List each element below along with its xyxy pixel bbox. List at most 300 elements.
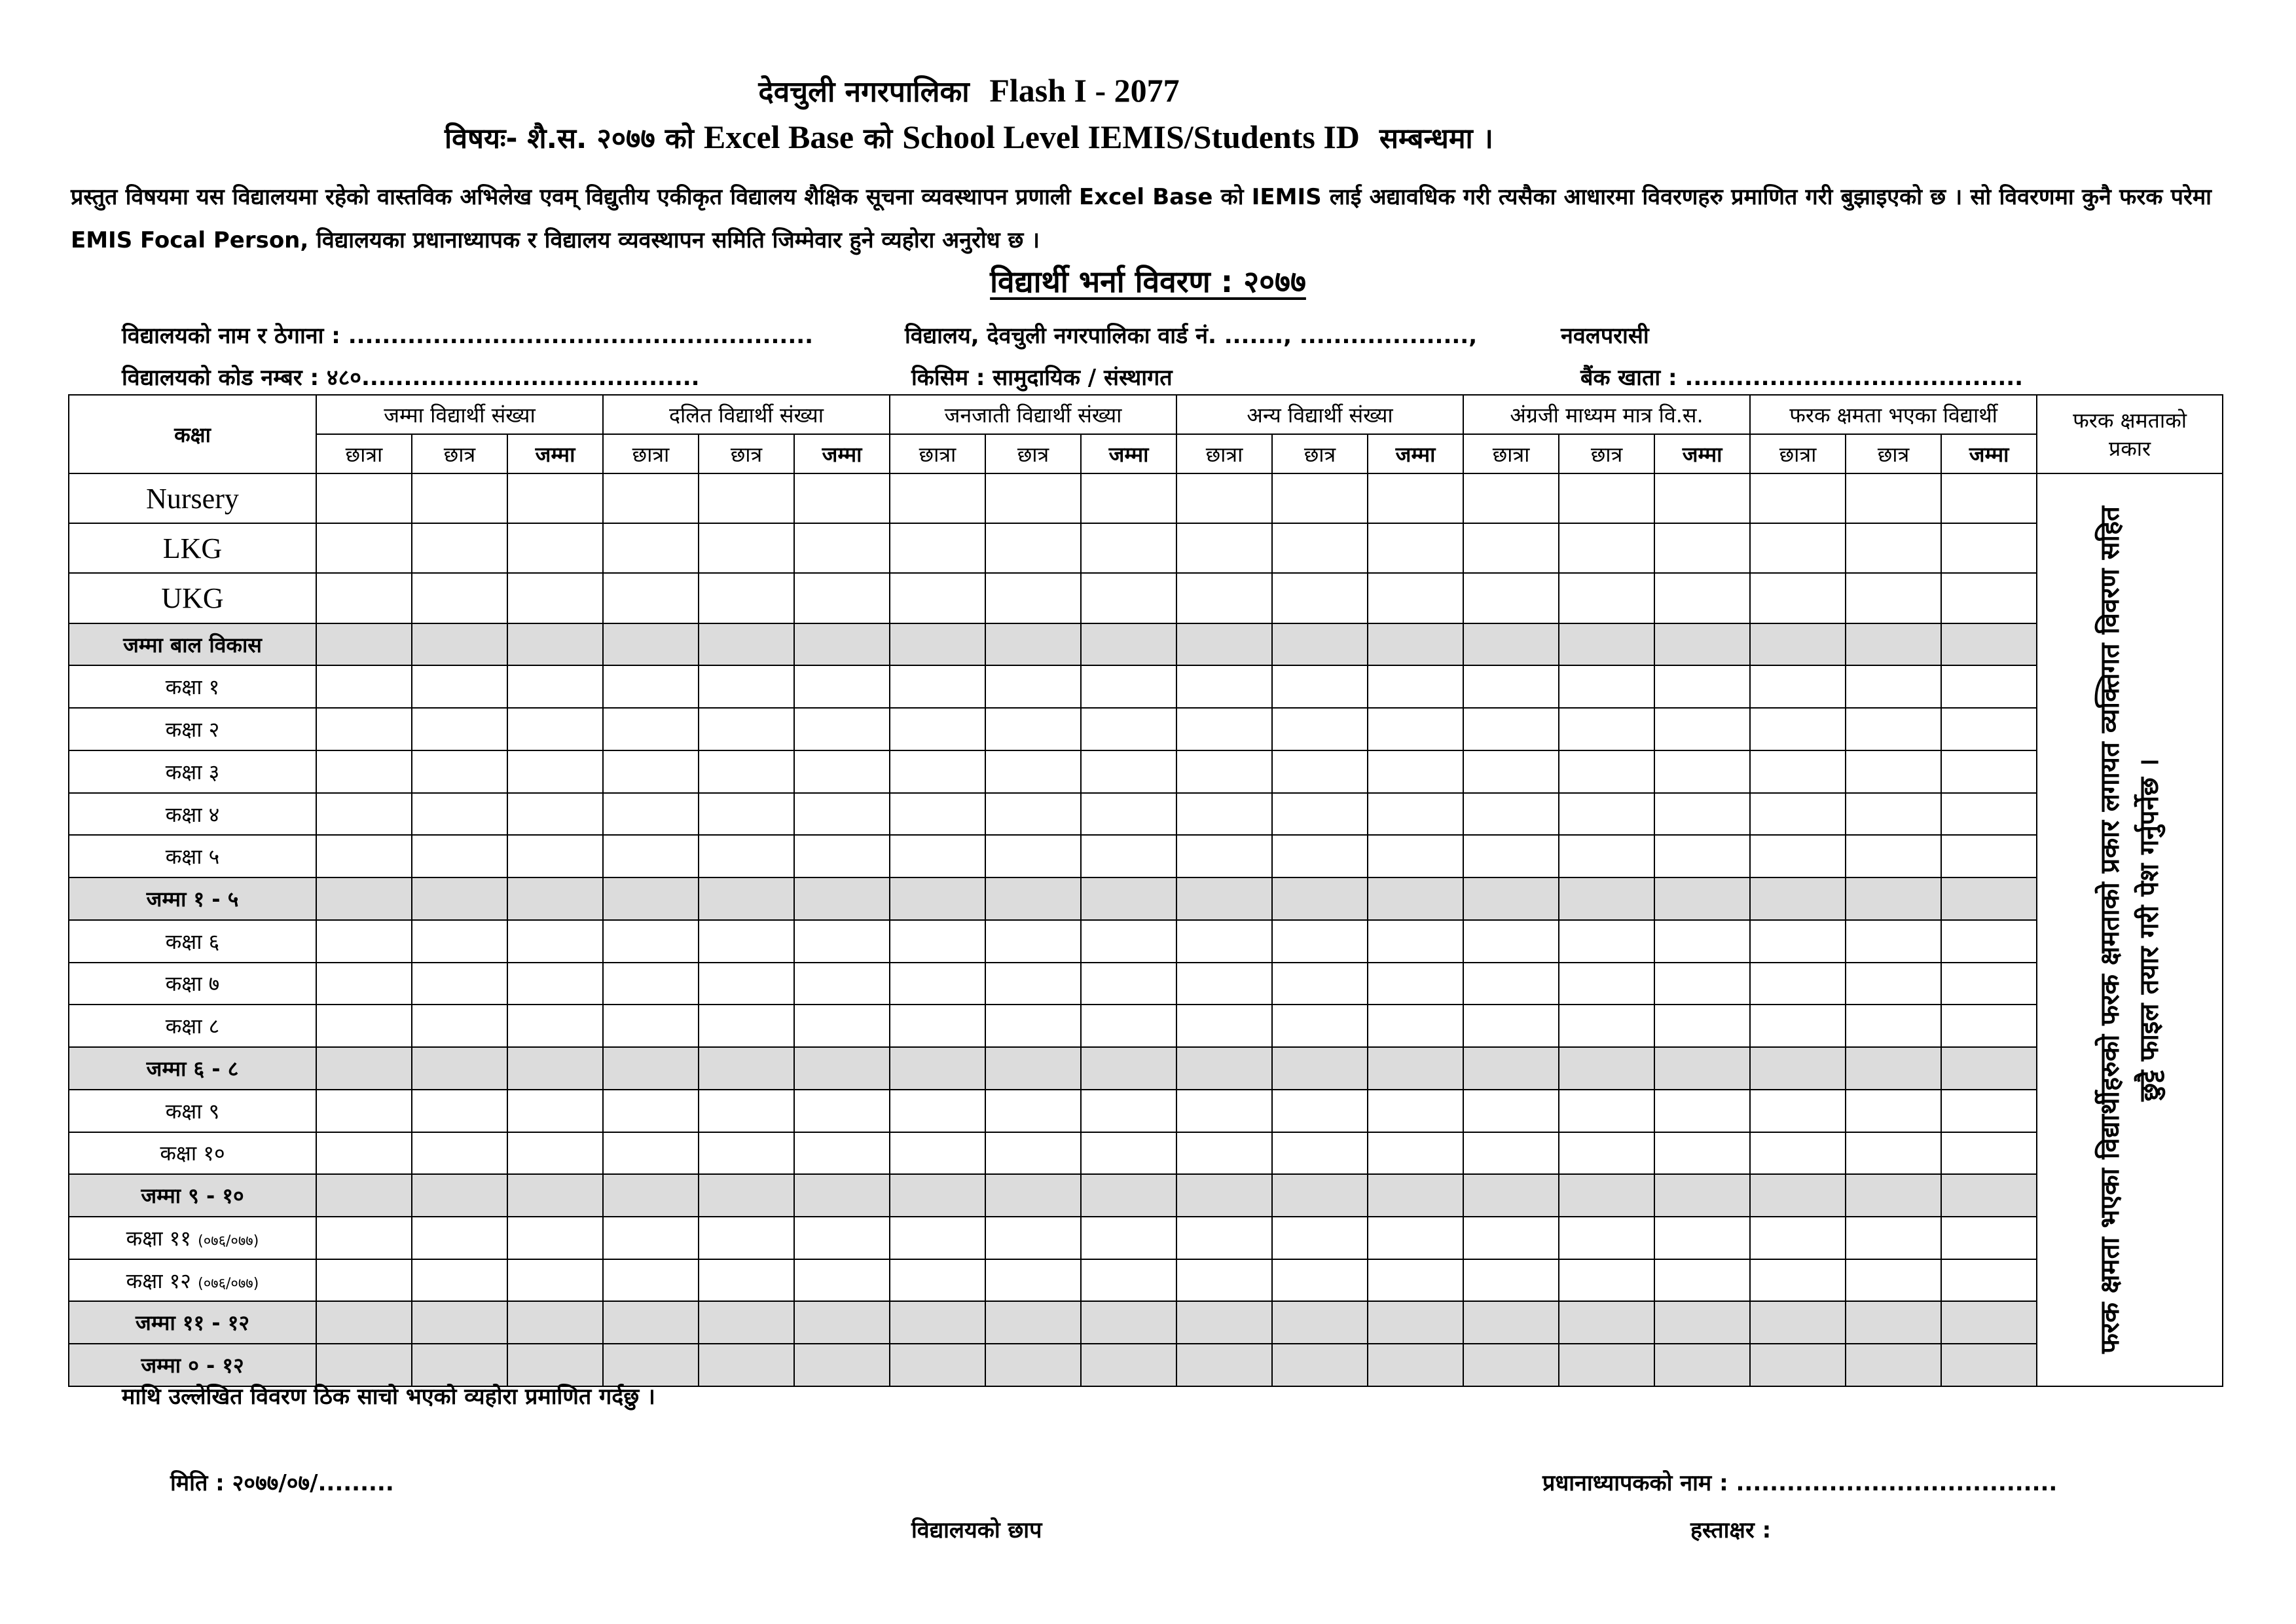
entry-cell[interactable] <box>1654 708 1750 750</box>
entry-cell[interactable] <box>1846 793 1941 836</box>
entry-cell[interactable] <box>1081 473 1176 523</box>
entry-cell[interactable] <box>1941 920 2037 963</box>
entry-cell[interactable] <box>1750 1005 1846 1047</box>
entry-cell[interactable] <box>1368 473 1463 523</box>
entry-cell[interactable] <box>985 877 1081 920</box>
entry-cell[interactable] <box>890 1005 985 1047</box>
entry-cell[interactable] <box>1272 623 1368 666</box>
entry-cell[interactable] <box>1176 1132 1272 1175</box>
entry-cell[interactable] <box>1368 1005 1463 1047</box>
entry-cell[interactable] <box>890 1174 985 1217</box>
entry-cell[interactable] <box>985 920 1081 963</box>
entry-cell[interactable] <box>316 573 412 623</box>
entry-cell[interactable] <box>1272 1005 1368 1047</box>
entry-cell[interactable] <box>1272 877 1368 920</box>
entry-cell[interactable] <box>507 1090 603 1132</box>
entry-cell[interactable] <box>1941 1259 2037 1302</box>
entry-cell[interactable] <box>890 835 985 877</box>
entry-cell[interactable] <box>412 573 507 623</box>
entry-cell[interactable] <box>1081 1174 1176 1217</box>
entry-cell[interactable] <box>890 523 985 573</box>
entry-cell[interactable] <box>412 835 507 877</box>
entry-cell[interactable] <box>1750 793 1846 836</box>
entry-cell[interactable] <box>1750 920 1846 963</box>
entry-cell[interactable] <box>316 623 412 666</box>
entry-cell[interactable] <box>794 793 890 836</box>
entry-cell[interactable] <box>1846 1174 1941 1217</box>
entry-cell[interactable] <box>1654 1005 1750 1047</box>
entry-cell[interactable] <box>1176 1259 1272 1302</box>
entry-cell[interactable] <box>985 1301 1081 1344</box>
entry-cell[interactable] <box>699 920 794 963</box>
entry-cell[interactable] <box>794 963 890 1005</box>
entry-cell[interactable] <box>890 750 985 793</box>
entry-cell[interactable] <box>412 963 507 1005</box>
entry-cell[interactable] <box>699 473 794 523</box>
entry-cell[interactable] <box>1176 920 1272 963</box>
entry-cell[interactable] <box>1272 920 1368 963</box>
entry-cell[interactable] <box>603 1090 699 1132</box>
entry-cell[interactable] <box>1559 1217 1654 1259</box>
entry-cell[interactable] <box>1559 665 1654 708</box>
entry-cell[interactable] <box>794 523 890 573</box>
entry-cell[interactable] <box>1081 1301 1176 1344</box>
entry-cell[interactable] <box>699 793 794 836</box>
entry-cell[interactable] <box>1463 835 1559 877</box>
entry-cell[interactable] <box>1559 877 1654 920</box>
entry-cell[interactable] <box>1176 623 1272 666</box>
entry-cell[interactable] <box>1941 1005 2037 1047</box>
entry-cell[interactable] <box>412 1174 507 1217</box>
entry-cell[interactable] <box>1750 1174 1846 1217</box>
entry-cell[interactable] <box>1176 573 1272 623</box>
entry-cell[interactable] <box>1846 750 1941 793</box>
entry-cell[interactable] <box>603 920 699 963</box>
entry-cell[interactable] <box>890 920 985 963</box>
entry-cell[interactable] <box>1463 623 1559 666</box>
entry-cell[interactable] <box>699 1005 794 1047</box>
entry-cell[interactable] <box>985 573 1081 623</box>
entry-cell[interactable] <box>507 1217 603 1259</box>
entry-cell[interactable] <box>316 1301 412 1344</box>
entry-cell[interactable] <box>794 1005 890 1047</box>
entry-cell[interactable] <box>1654 1301 1750 1344</box>
entry-cell[interactable] <box>507 473 603 523</box>
entry-cell[interactable] <box>985 1259 1081 1302</box>
entry-cell[interactable] <box>1463 708 1559 750</box>
entry-cell[interactable] <box>1463 963 1559 1005</box>
entry-cell[interactable] <box>1846 1301 1941 1344</box>
entry-cell[interactable] <box>1272 573 1368 623</box>
entry-cell[interactable] <box>1941 877 2037 920</box>
entry-cell[interactable] <box>412 665 507 708</box>
entry-cell[interactable] <box>699 963 794 1005</box>
entry-cell[interactable] <box>1368 1174 1463 1217</box>
entry-cell[interactable] <box>412 1005 507 1047</box>
entry-cell[interactable] <box>1654 1090 1750 1132</box>
entry-cell[interactable] <box>1846 877 1941 920</box>
entry-cell[interactable] <box>1941 623 2037 666</box>
entry-cell[interactable] <box>985 750 1081 793</box>
entry-cell[interactable] <box>699 1090 794 1132</box>
entry-cell[interactable] <box>1846 963 1941 1005</box>
entry-cell[interactable] <box>1846 623 1941 666</box>
entry-cell[interactable] <box>794 1344 890 1386</box>
entry-cell[interactable] <box>1941 665 2037 708</box>
entry-cell[interactable] <box>1941 1047 2037 1090</box>
entry-cell[interactable] <box>1463 1217 1559 1259</box>
entry-cell[interactable] <box>699 877 794 920</box>
entry-cell[interactable] <box>507 623 603 666</box>
entry-cell[interactable] <box>1176 1217 1272 1259</box>
entry-cell[interactable] <box>890 1344 985 1386</box>
entry-cell[interactable] <box>507 920 603 963</box>
entry-cell[interactable] <box>1559 1344 1654 1386</box>
entry-cell[interactable] <box>1654 835 1750 877</box>
entry-cell[interactable] <box>1846 523 1941 573</box>
entry-cell[interactable] <box>1463 750 1559 793</box>
entry-cell[interactable] <box>1654 1174 1750 1217</box>
entry-cell[interactable] <box>985 835 1081 877</box>
entry-cell[interactable] <box>985 1090 1081 1132</box>
entry-cell[interactable] <box>1750 665 1846 708</box>
entry-cell[interactable] <box>1368 708 1463 750</box>
entry-cell[interactable] <box>985 708 1081 750</box>
entry-cell[interactable] <box>699 665 794 708</box>
entry-cell[interactable] <box>794 1090 890 1132</box>
entry-cell[interactable] <box>1750 750 1846 793</box>
entry-cell[interactable] <box>794 573 890 623</box>
entry-cell[interactable] <box>1559 523 1654 573</box>
entry-cell[interactable] <box>699 1259 794 1302</box>
entry-cell[interactable] <box>1846 665 1941 708</box>
entry-cell[interactable] <box>412 1090 507 1132</box>
entry-cell[interactable] <box>603 623 699 666</box>
entry-cell[interactable] <box>1176 877 1272 920</box>
entry-cell[interactable] <box>1654 1132 1750 1175</box>
entry-cell[interactable] <box>507 1259 603 1302</box>
entry-cell[interactable] <box>1272 1174 1368 1217</box>
entry-cell[interactable] <box>412 1259 507 1302</box>
entry-cell[interactable] <box>316 963 412 1005</box>
entry-cell[interactable] <box>507 750 603 793</box>
entry-cell[interactable] <box>794 1174 890 1217</box>
entry-cell[interactable] <box>1081 665 1176 708</box>
entry-cell[interactable] <box>1463 1344 1559 1386</box>
entry-cell[interactable] <box>1176 708 1272 750</box>
entry-cell[interactable] <box>412 523 507 573</box>
entry-cell[interactable] <box>316 1090 412 1132</box>
entry-cell[interactable] <box>1941 1217 2037 1259</box>
entry-cell[interactable] <box>1081 877 1176 920</box>
entry-cell[interactable] <box>1654 920 1750 963</box>
entry-cell[interactable] <box>890 573 985 623</box>
entry-cell[interactable] <box>1654 665 1750 708</box>
entry-cell[interactable] <box>1463 920 1559 963</box>
entry-cell[interactable] <box>1081 1005 1176 1047</box>
entry-cell[interactable] <box>1368 1090 1463 1132</box>
entry-cell[interactable] <box>1750 708 1846 750</box>
entry-cell[interactable] <box>1463 1090 1559 1132</box>
entry-cell[interactable] <box>1846 708 1941 750</box>
entry-cell[interactable] <box>1081 1259 1176 1302</box>
entry-cell[interactable] <box>794 877 890 920</box>
entry-cell[interactable] <box>507 835 603 877</box>
entry-cell[interactable] <box>1654 750 1750 793</box>
entry-cell[interactable] <box>1272 750 1368 793</box>
entry-cell[interactable] <box>412 1047 507 1090</box>
entry-cell[interactable] <box>507 963 603 1005</box>
entry-cell[interactable] <box>1368 623 1463 666</box>
entry-cell[interactable] <box>507 665 603 708</box>
entry-cell[interactable] <box>1750 1090 1846 1132</box>
entry-cell[interactable] <box>890 877 985 920</box>
entry-cell[interactable] <box>699 1132 794 1175</box>
entry-cell[interactable] <box>1846 1005 1941 1047</box>
entry-cell[interactable] <box>1272 963 1368 1005</box>
entry-cell[interactable] <box>1559 708 1654 750</box>
entry-cell[interactable] <box>507 1005 603 1047</box>
entry-cell[interactable] <box>1750 473 1846 523</box>
entry-cell[interactable] <box>603 963 699 1005</box>
entry-cell[interactable] <box>699 523 794 573</box>
entry-cell[interactable] <box>1559 1301 1654 1344</box>
entry-cell[interactable] <box>1463 665 1559 708</box>
entry-cell[interactable] <box>699 1301 794 1344</box>
entry-cell[interactable] <box>316 1217 412 1259</box>
entry-cell[interactable] <box>1463 793 1559 836</box>
entry-cell[interactable] <box>699 835 794 877</box>
entry-cell[interactable] <box>1081 523 1176 573</box>
entry-cell[interactable] <box>1272 793 1368 836</box>
entry-cell[interactable] <box>1750 1259 1846 1302</box>
entry-cell[interactable] <box>1368 835 1463 877</box>
entry-cell[interactable] <box>1846 1132 1941 1175</box>
entry-cell[interactable] <box>890 963 985 1005</box>
entry-cell[interactable] <box>1654 573 1750 623</box>
entry-cell[interactable] <box>507 708 603 750</box>
entry-cell[interactable] <box>507 793 603 836</box>
entry-cell[interactable] <box>794 1301 890 1344</box>
entry-cell[interactable] <box>412 793 507 836</box>
entry-cell[interactable] <box>699 1344 794 1386</box>
entry-cell[interactable] <box>1941 708 2037 750</box>
entry-cell[interactable] <box>1750 877 1846 920</box>
entry-cell[interactable] <box>794 1132 890 1175</box>
entry-cell[interactable] <box>316 835 412 877</box>
entry-cell[interactable] <box>1654 1217 1750 1259</box>
entry-cell[interactable] <box>507 573 603 623</box>
entry-cell[interactable] <box>1368 920 1463 963</box>
entry-cell[interactable] <box>1081 835 1176 877</box>
entry-cell[interactable] <box>699 1217 794 1259</box>
entry-cell[interactable] <box>316 1259 412 1302</box>
entry-cell[interactable] <box>1176 1090 1272 1132</box>
entry-cell[interactable] <box>1272 708 1368 750</box>
entry-cell[interactable] <box>985 793 1081 836</box>
entry-cell[interactable] <box>985 473 1081 523</box>
entry-cell[interactable] <box>603 1047 699 1090</box>
entry-cell[interactable] <box>1176 1301 1272 1344</box>
entry-cell[interactable] <box>1846 1344 1941 1386</box>
entry-cell[interactable] <box>890 623 985 666</box>
entry-cell[interactable] <box>1750 573 1846 623</box>
entry-cell[interactable] <box>1654 473 1750 523</box>
entry-cell[interactable] <box>603 1301 699 1344</box>
entry-cell[interactable] <box>1750 835 1846 877</box>
entry-cell[interactable] <box>1559 1047 1654 1090</box>
entry-cell[interactable] <box>603 835 699 877</box>
entry-cell[interactable] <box>412 1217 507 1259</box>
entry-cell[interactable] <box>1176 1174 1272 1217</box>
entry-cell[interactable] <box>1846 473 1941 523</box>
entry-cell[interactable] <box>1654 1344 1750 1386</box>
entry-cell[interactable] <box>890 708 985 750</box>
entry-cell[interactable] <box>1654 523 1750 573</box>
entry-cell[interactable] <box>1368 750 1463 793</box>
entry-cell[interactable] <box>985 665 1081 708</box>
entry-cell[interactable] <box>603 1005 699 1047</box>
entry-cell[interactable] <box>1368 1259 1463 1302</box>
entry-cell[interactable] <box>603 1132 699 1175</box>
entry-cell[interactable] <box>603 708 699 750</box>
entry-cell[interactable] <box>412 1132 507 1175</box>
entry-cell[interactable] <box>794 665 890 708</box>
entry-cell[interactable] <box>1941 963 2037 1005</box>
entry-cell[interactable] <box>1272 1132 1368 1175</box>
entry-cell[interactable] <box>603 665 699 708</box>
entry-cell[interactable] <box>890 1047 985 1090</box>
entry-cell[interactable] <box>316 877 412 920</box>
entry-cell[interactable] <box>1272 1047 1368 1090</box>
entry-cell[interactable] <box>1463 473 1559 523</box>
entry-cell[interactable] <box>1846 1047 1941 1090</box>
entry-cell[interactable] <box>699 1174 794 1217</box>
entry-cell[interactable] <box>1750 1301 1846 1344</box>
entry-cell[interactable] <box>507 1047 603 1090</box>
entry-cell[interactable] <box>890 665 985 708</box>
entry-cell[interactable] <box>507 1174 603 1217</box>
entry-cell[interactable] <box>603 1174 699 1217</box>
entry-cell[interactable] <box>603 523 699 573</box>
entry-cell[interactable] <box>1750 963 1846 1005</box>
entry-cell[interactable] <box>1559 1132 1654 1175</box>
entry-cell[interactable] <box>1750 1217 1846 1259</box>
entry-cell[interactable] <box>603 573 699 623</box>
entry-cell[interactable] <box>1750 523 1846 573</box>
entry-cell[interactable] <box>1081 1132 1176 1175</box>
entry-cell[interactable] <box>1750 623 1846 666</box>
entry-cell[interactable] <box>1941 573 2037 623</box>
entry-cell[interactable] <box>412 877 507 920</box>
entry-cell[interactable] <box>1463 877 1559 920</box>
entry-cell[interactable] <box>1559 1005 1654 1047</box>
entry-cell[interactable] <box>1368 877 1463 920</box>
entry-cell[interactable] <box>1272 665 1368 708</box>
entry-cell[interactable] <box>316 1047 412 1090</box>
entry-cell[interactable] <box>699 573 794 623</box>
entry-cell[interactable] <box>1081 1090 1176 1132</box>
entry-cell[interactable] <box>603 877 699 920</box>
entry-cell[interactable] <box>890 793 985 836</box>
entry-cell[interactable] <box>1559 623 1654 666</box>
entry-cell[interactable] <box>985 523 1081 573</box>
entry-cell[interactable] <box>507 523 603 573</box>
entry-cell[interactable] <box>507 1132 603 1175</box>
entry-cell[interactable] <box>890 1217 985 1259</box>
entry-cell[interactable] <box>316 665 412 708</box>
entry-cell[interactable] <box>1654 877 1750 920</box>
entry-cell[interactable] <box>316 523 412 573</box>
entry-cell[interactable] <box>412 920 507 963</box>
entry-cell[interactable] <box>1368 523 1463 573</box>
entry-cell[interactable] <box>794 920 890 963</box>
entry-cell[interactable] <box>985 1005 1081 1047</box>
entry-cell[interactable] <box>1559 793 1654 836</box>
entry-cell[interactable] <box>1272 523 1368 573</box>
entry-cell[interactable] <box>1176 750 1272 793</box>
entry-cell[interactable] <box>1941 523 2037 573</box>
entry-cell[interactable] <box>794 1259 890 1302</box>
entry-cell[interactable] <box>1272 1301 1368 1344</box>
entry-cell[interactable] <box>507 1301 603 1344</box>
entry-cell[interactable] <box>1941 1132 2037 1175</box>
entry-cell[interactable] <box>890 1259 985 1302</box>
entry-cell[interactable] <box>1559 573 1654 623</box>
entry-cell[interactable] <box>985 963 1081 1005</box>
entry-cell[interactable] <box>603 1259 699 1302</box>
entry-cell[interactable] <box>1368 1132 1463 1175</box>
entry-cell[interactable] <box>603 793 699 836</box>
entry-cell[interactable] <box>316 793 412 836</box>
entry-cell[interactable] <box>1463 573 1559 623</box>
entry-cell[interactable] <box>412 750 507 793</box>
entry-cell[interactable] <box>1463 1047 1559 1090</box>
entry-cell[interactable] <box>890 1301 985 1344</box>
entry-cell[interactable] <box>985 623 1081 666</box>
entry-cell[interactable] <box>699 1047 794 1090</box>
entry-cell[interactable] <box>1176 1047 1272 1090</box>
entry-cell[interactable] <box>1176 1344 1272 1386</box>
entry-cell[interactable] <box>1654 1259 1750 1302</box>
entry-cell[interactable] <box>1846 835 1941 877</box>
entry-cell[interactable] <box>1941 1301 2037 1344</box>
entry-cell[interactable] <box>1081 750 1176 793</box>
entry-cell[interactable] <box>1368 963 1463 1005</box>
entry-cell[interactable] <box>1941 1344 2037 1386</box>
entry-cell[interactable] <box>1272 835 1368 877</box>
entry-cell[interactable] <box>1463 1259 1559 1302</box>
entry-cell[interactable] <box>1941 1174 2037 1217</box>
entry-cell[interactable] <box>1654 793 1750 836</box>
entry-cell[interactable] <box>1081 1344 1176 1386</box>
entry-cell[interactable] <box>316 473 412 523</box>
entry-cell[interactable] <box>890 473 985 523</box>
entry-cell[interactable] <box>1750 1344 1846 1386</box>
entry-cell[interactable] <box>985 1132 1081 1175</box>
entry-cell[interactable] <box>1081 708 1176 750</box>
entry-cell[interactable] <box>1463 1301 1559 1344</box>
entry-cell[interactable] <box>1559 1090 1654 1132</box>
entry-cell[interactable] <box>1272 1217 1368 1259</box>
entry-cell[interactable] <box>1941 1090 2037 1132</box>
entry-cell[interactable] <box>890 1090 985 1132</box>
entry-cell[interactable] <box>1750 1132 1846 1175</box>
entry-cell[interactable] <box>1272 1259 1368 1302</box>
entry-cell[interactable] <box>699 750 794 793</box>
entry-cell[interactable] <box>1081 623 1176 666</box>
entry-cell[interactable] <box>507 877 603 920</box>
